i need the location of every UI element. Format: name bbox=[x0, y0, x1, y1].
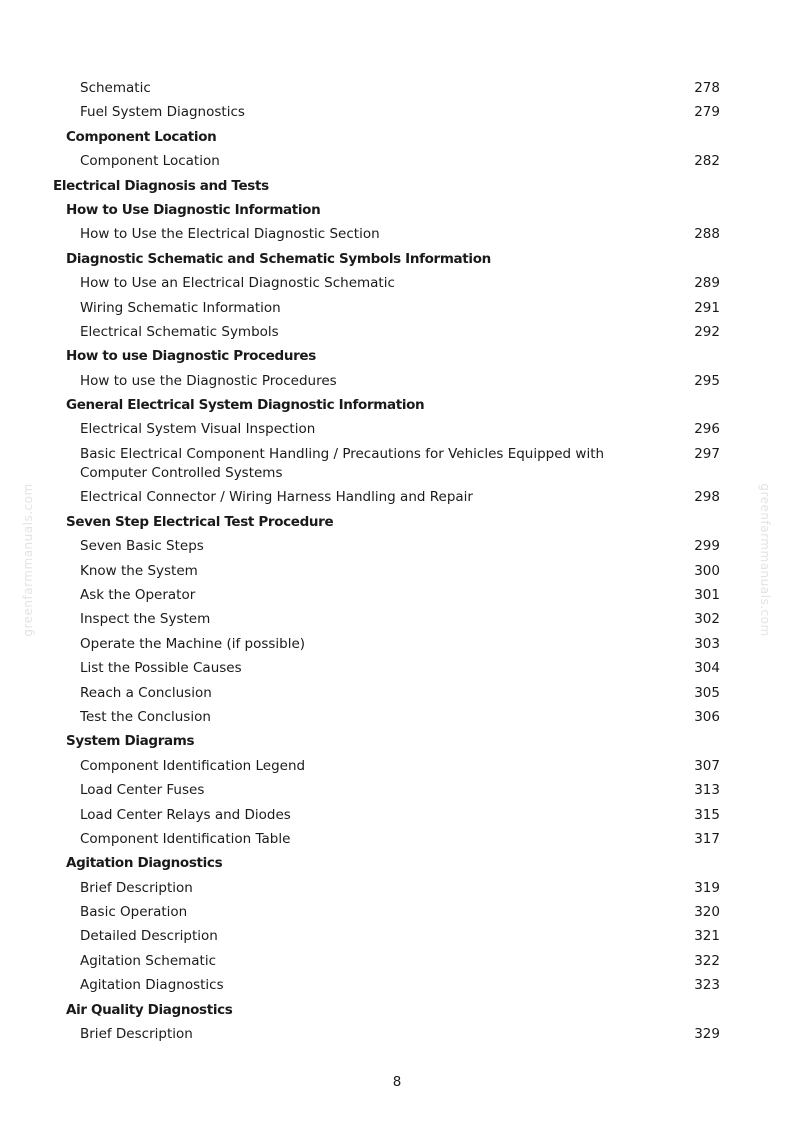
toc-entry-title: Wiring Schematic Information bbox=[80, 299, 281, 316]
toc-entry-title: Agitation Schematic bbox=[80, 952, 217, 969]
toc-entry[interactable] bbox=[0, 755, 794, 779]
toc-entry[interactable] bbox=[0, 608, 794, 632]
toc-section-heading[interactable] bbox=[0, 248, 794, 272]
toc-entry-title: Electrical Connector / Wiring Harness Handling and Repair bbox=[80, 489, 473, 506]
toc-entry-page: 289 bbox=[694, 275, 720, 292]
toc-entry-page: 321 bbox=[694, 928, 720, 945]
toc-entry-title: Diagnostic Schematic and Schematic Symbols Information bbox=[66, 250, 491, 267]
toc-entry-title: How to use Diagnostic Procedures bbox=[66, 348, 316, 365]
watermark-right: greenfarmmanuals.com bbox=[758, 483, 772, 637]
toc-entry-page: 292 bbox=[694, 323, 720, 340]
toc-entry-page: 303 bbox=[694, 635, 720, 652]
toc-entry-title: How to Use Diagnostic Information bbox=[66, 201, 321, 218]
toc-entry-page: 317 bbox=[694, 830, 720, 847]
toc-entry-title: Component Identification Legend bbox=[80, 757, 306, 774]
toc-entry[interactable] bbox=[0, 633, 794, 657]
toc-entry-page: 297 bbox=[694, 445, 720, 462]
toc-entry-title: Seven Step Electrical Test Procedure bbox=[66, 513, 334, 530]
toc-entry-page: 301 bbox=[694, 587, 720, 604]
toc-entry[interactable] bbox=[0, 706, 794, 730]
toc-entry-page: 291 bbox=[694, 299, 720, 316]
toc-entry-page: 305 bbox=[694, 684, 720, 701]
toc-entry-title: Test the Conclusion bbox=[80, 708, 211, 725]
toc-section-heading[interactable] bbox=[0, 199, 794, 223]
toc-entry-title: Electrical Diagnosis and Tests bbox=[53, 177, 269, 194]
toc-entry-page: 319 bbox=[694, 879, 720, 896]
toc-entry-page: 295 bbox=[694, 372, 720, 389]
toc-entry[interactable] bbox=[0, 486, 794, 510]
toc-entry[interactable] bbox=[0, 925, 794, 949]
toc-entry[interactable] bbox=[0, 1023, 794, 1047]
toc-entry[interactable] bbox=[0, 370, 794, 394]
toc-entry-title: Brief Description bbox=[80, 1026, 193, 1043]
toc-entry-title: Basic Electrical Component Handling / Precautions for Vehicles Equipped with Computer Controlled Systems bbox=[80, 445, 605, 481]
toc-entry[interactable] bbox=[0, 297, 794, 321]
toc-section-heading[interactable] bbox=[0, 345, 794, 369]
toc-entry[interactable] bbox=[0, 901, 794, 925]
toc-entry-title: Fuel System Diagnostics bbox=[80, 104, 245, 121]
toc-entry-title: System Diagrams bbox=[66, 733, 195, 750]
toc-entry-title: How to Use the Electrical Diagnostic Section bbox=[80, 226, 380, 243]
toc-entry-title: Operate the Machine (if possible) bbox=[80, 635, 306, 652]
toc-entry-page: 313 bbox=[694, 782, 720, 799]
toc-entry-title: Detailed Description bbox=[80, 928, 218, 945]
toc-entry[interactable] bbox=[0, 321, 794, 345]
toc-section-heading[interactable] bbox=[0, 394, 794, 418]
toc-entry-page: 323 bbox=[694, 977, 720, 994]
toc-entry-title: General Electrical System Diagnostic Information bbox=[66, 397, 425, 414]
toc-entry-title: Air Quality Diagnostics bbox=[66, 1001, 233, 1018]
toc-entry-title: List the Possible Causes bbox=[80, 660, 242, 677]
toc-entry[interactable] bbox=[0, 535, 794, 559]
toc-entry[interactable] bbox=[0, 657, 794, 681]
toc-entry-title: Brief Description bbox=[80, 879, 193, 896]
toc-entry[interactable] bbox=[0, 877, 794, 901]
toc-entry-title: Know the System bbox=[80, 562, 198, 579]
watermark-left: greenfarmmanuals.com bbox=[21, 483, 35, 637]
toc-entry-page: 322 bbox=[694, 952, 720, 969]
toc-entry-title: How to Use an Electrical Diagnostic Schematic bbox=[80, 275, 395, 292]
toc-entry-page: 304 bbox=[694, 660, 720, 677]
toc-section-heading[interactable] bbox=[0, 852, 794, 876]
toc-entry[interactable] bbox=[0, 418, 794, 442]
toc-entry-page: 278 bbox=[694, 80, 720, 96]
toc-section-heading[interactable] bbox=[0, 730, 794, 754]
toc-entry[interactable] bbox=[0, 560, 794, 584]
toc-entry[interactable] bbox=[0, 223, 794, 247]
toc-entry-title: Component Identification Table bbox=[80, 830, 291, 847]
toc-entry[interactable] bbox=[0, 974, 794, 998]
toc-entry-title: Component Location bbox=[80, 153, 220, 170]
toc-section-heading[interactable] bbox=[0, 175, 794, 199]
toc-entry[interactable] bbox=[0, 950, 794, 974]
toc-entry-title: Ask the Operator bbox=[80, 587, 196, 604]
toc-entry-title: Load Center Relays and Diodes bbox=[80, 806, 291, 823]
toc-entry-page: 329 bbox=[694, 1026, 720, 1043]
toc-entry[interactable] bbox=[0, 779, 794, 803]
toc-section-heading[interactable] bbox=[0, 999, 794, 1023]
toc-entry-page: 320 bbox=[694, 904, 720, 921]
toc-entry[interactable] bbox=[0, 828, 794, 852]
toc-section-heading[interactable] bbox=[0, 126, 794, 150]
toc-entry[interactable] bbox=[0, 150, 794, 174]
toc-entry-title: Reach a Conclusion bbox=[80, 684, 212, 701]
toc-entry-title: Load Center Fuses bbox=[80, 782, 205, 799]
toc-entry-page: 296 bbox=[694, 421, 720, 438]
toc-entry[interactable] bbox=[0, 682, 794, 706]
table-of-contents bbox=[0, 77, 794, 1047]
toc-entry-title: Basic Operation bbox=[80, 904, 188, 921]
toc-entry[interactable] bbox=[0, 804, 794, 828]
toc-entry-page: 299 bbox=[694, 538, 720, 555]
toc-entry-title: Electrical System Visual Inspection bbox=[80, 421, 316, 438]
toc-entry-title: Agitation Diagnostics bbox=[80, 977, 224, 994]
toc-entry[interactable] bbox=[0, 584, 794, 608]
toc-entry-page: 302 bbox=[694, 611, 720, 628]
toc-entry-page: 306 bbox=[694, 708, 720, 725]
toc-entry-title: How to use the Diagnostic Procedures bbox=[80, 372, 337, 389]
toc-entry-page: 279 bbox=[694, 104, 720, 121]
toc-entry[interactable] bbox=[0, 272, 794, 296]
toc-entry-title: Schematic bbox=[80, 80, 151, 96]
toc-entry-page: 288 bbox=[694, 226, 720, 243]
toc-entry-title: Agitation Diagnostics bbox=[66, 855, 223, 872]
toc-entry[interactable] bbox=[0, 101, 794, 125]
toc-entry-page: 300 bbox=[694, 562, 720, 579]
toc-entry[interactable] bbox=[0, 443, 794, 487]
toc-entry-title: Inspect the System bbox=[80, 611, 211, 628]
toc-section-heading[interactable] bbox=[0, 511, 794, 535]
toc-entry-page: 307 bbox=[694, 757, 720, 774]
toc-entry-title: Electrical Schematic Symbols bbox=[80, 323, 279, 340]
toc-entry-page: 298 bbox=[694, 489, 720, 506]
page-number: 8 bbox=[392, 1074, 402, 1090]
toc-entry-page: 315 bbox=[694, 806, 720, 823]
toc-entry[interactable] bbox=[0, 77, 794, 101]
toc-entry-title: Seven Basic Steps bbox=[80, 538, 204, 555]
toc-entry-title: Component Location bbox=[66, 128, 217, 145]
toc-entry-page: 282 bbox=[694, 153, 720, 170]
